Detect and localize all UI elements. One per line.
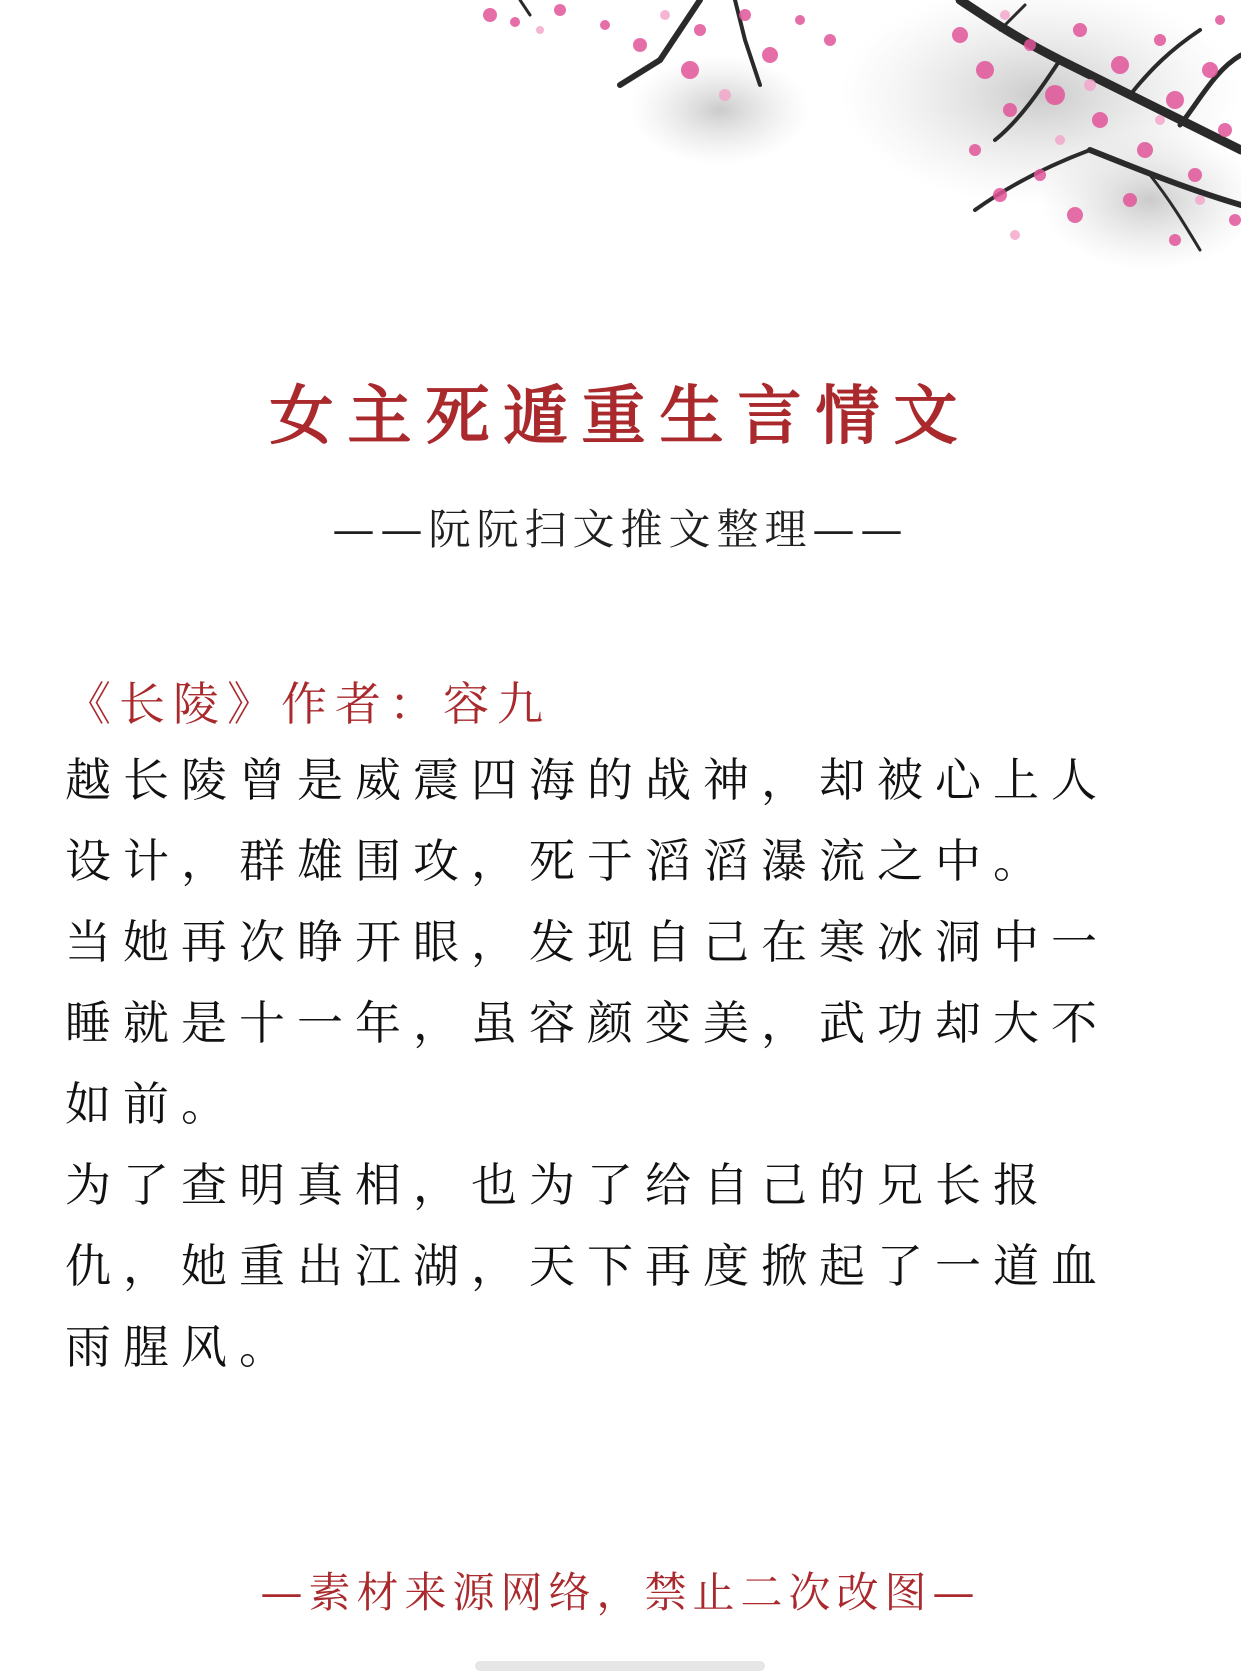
plum-blossom-illustration bbox=[0, 0, 1241, 280]
book-title-author: 《长陵》作者：容九 bbox=[65, 677, 551, 731]
synopsis-paragraph: 当她再次睁开眼，发现自己在寒冰洞中一睡就是十一年，虽容颜变美，武功却大不如前。 bbox=[65, 915, 1109, 1131]
page-title: 女主死遁重生言情文 bbox=[269, 379, 972, 454]
book-synopsis bbox=[65, 740, 1125, 1388]
watermark-mark bbox=[475, 1658, 765, 1674]
synopsis-paragraph: 越长陵曾是威震四海的战神，却被心上人设计，群雄围攻，死于滔滔瀑流之中。 bbox=[65, 753, 1109, 888]
page-subtitle: ——阮阮扫文推文整理—— bbox=[332, 505, 909, 554]
synopsis-paragraph: 为了查明真相，也为了给自己的兄长报仇，她重出江湖，天下再度掀起了一道血雨腥风。 bbox=[65, 1158, 1109, 1374]
copyright-notice: —素材来源网络，禁止二次改图— bbox=[260, 1568, 981, 1617]
